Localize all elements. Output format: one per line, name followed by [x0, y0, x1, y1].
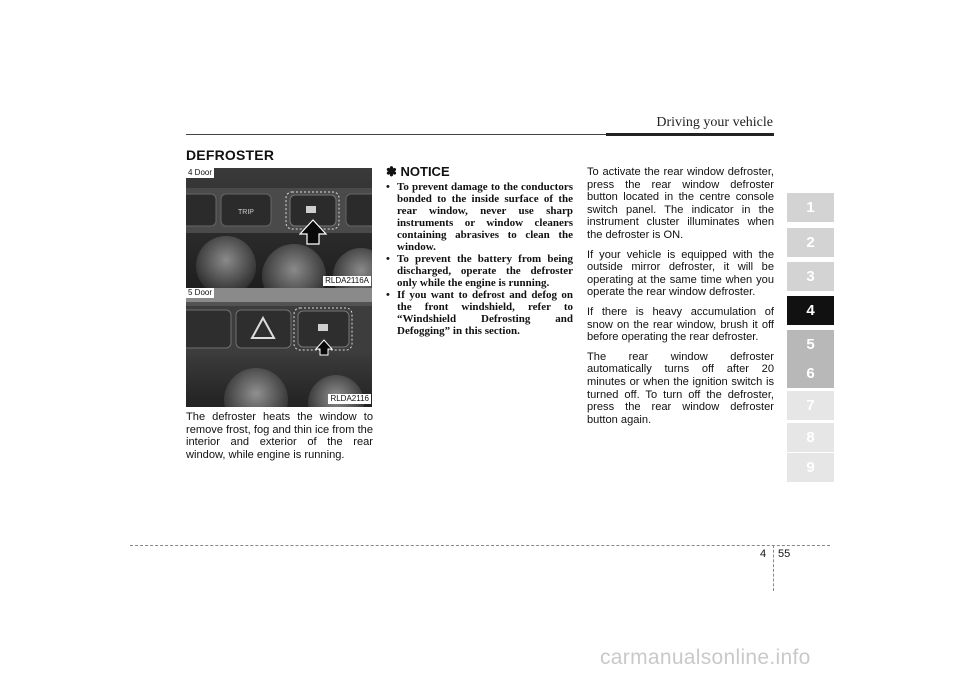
chapter-tab-7[interactable]: 7 — [787, 391, 834, 420]
section-title: DEFROSTER — [186, 147, 275, 163]
paragraph: The rear window defroster automatically turns off after 20 minutes or when the ignition switch is turned off. To turn off the defroster, press the rear window defroster button again. — [587, 350, 774, 426]
notice-box — [386, 166, 573, 337]
chapter-tab-2[interactable]: 2 — [787, 228, 834, 257]
page-chapter: 4 — [760, 548, 767, 560]
photo-5-door — [186, 288, 372, 407]
image-code-1: RLDA2116A — [325, 276, 369, 285]
notice-item: • If you want to defrost and defog on the front windshield, refer to “Windshield Defrosting and Defogging” in this section. — [386, 289, 573, 337]
footer-vertical-divider — [773, 545, 774, 591]
watermark: carmanualsonline.info — [600, 646, 811, 669]
header-rule — [186, 133, 774, 136]
page-number: 55 — [778, 548, 791, 560]
chapter-tab-3[interactable]: 3 — [787, 262, 834, 291]
notice-list — [386, 181, 573, 337]
defroster-description: The defroster heats the window to remove frost, fog and thin ice from the interior and exterior of the rear window, while engine is running. — [186, 411, 373, 461]
image-code-2: RLDA2116 — [330, 394, 369, 403]
door-label-4: 4 Door — [188, 168, 213, 177]
chapter-title: Driving your vehicle — [656, 115, 773, 130]
chapter-tab-4[interactable]: 4 — [787, 296, 834, 325]
footer-divider — [130, 545, 830, 546]
paragraph: To activate the rear window defroster, press the rear window defroster button located in the centre console switch panel. The indicator in the instrument cluster illuminates when the defroster is ON. — [587, 166, 774, 241]
paragraph: If your vehicle is equipped with the outside mirror defroster, it will be operating at the same time when you operate the rear window defroster. — [587, 248, 774, 299]
photo-4-door — [186, 168, 372, 289]
chapter-tab-8[interactable]: 8 — [787, 423, 834, 452]
chapter-tab-5[interactable]: 5 — [787, 330, 834, 359]
chapter-tab-1[interactable]: 1 — [787, 193, 834, 222]
console-4door-image — [186, 168, 372, 289]
notice-item: • To prevent the battery from being discharged, operate the defroster only while the engine is running. — [386, 253, 573, 289]
activation-instructions — [587, 166, 774, 433]
notice-title: ✽ NOTICE — [386, 164, 450, 179]
chapter-tab-6[interactable]: 6 — [787, 359, 834, 388]
trip-button-label: TRIP — [238, 209, 254, 216]
notice-item: • To prevent damage to the conductors bonded to the inside surface of the rear window, never use sharp instruments or window cleaners containing abrasives to clean the window. — [386, 181, 573, 253]
door-label-5: 5 Door — [188, 288, 213, 297]
chapter-tab-9[interactable]: 9 — [787, 453, 834, 482]
paragraph: If there is heavy accumulation of snow on the rear window, brush it off before operating the rear defroster. — [587, 305, 774, 344]
console-5door-image — [186, 288, 372, 407]
